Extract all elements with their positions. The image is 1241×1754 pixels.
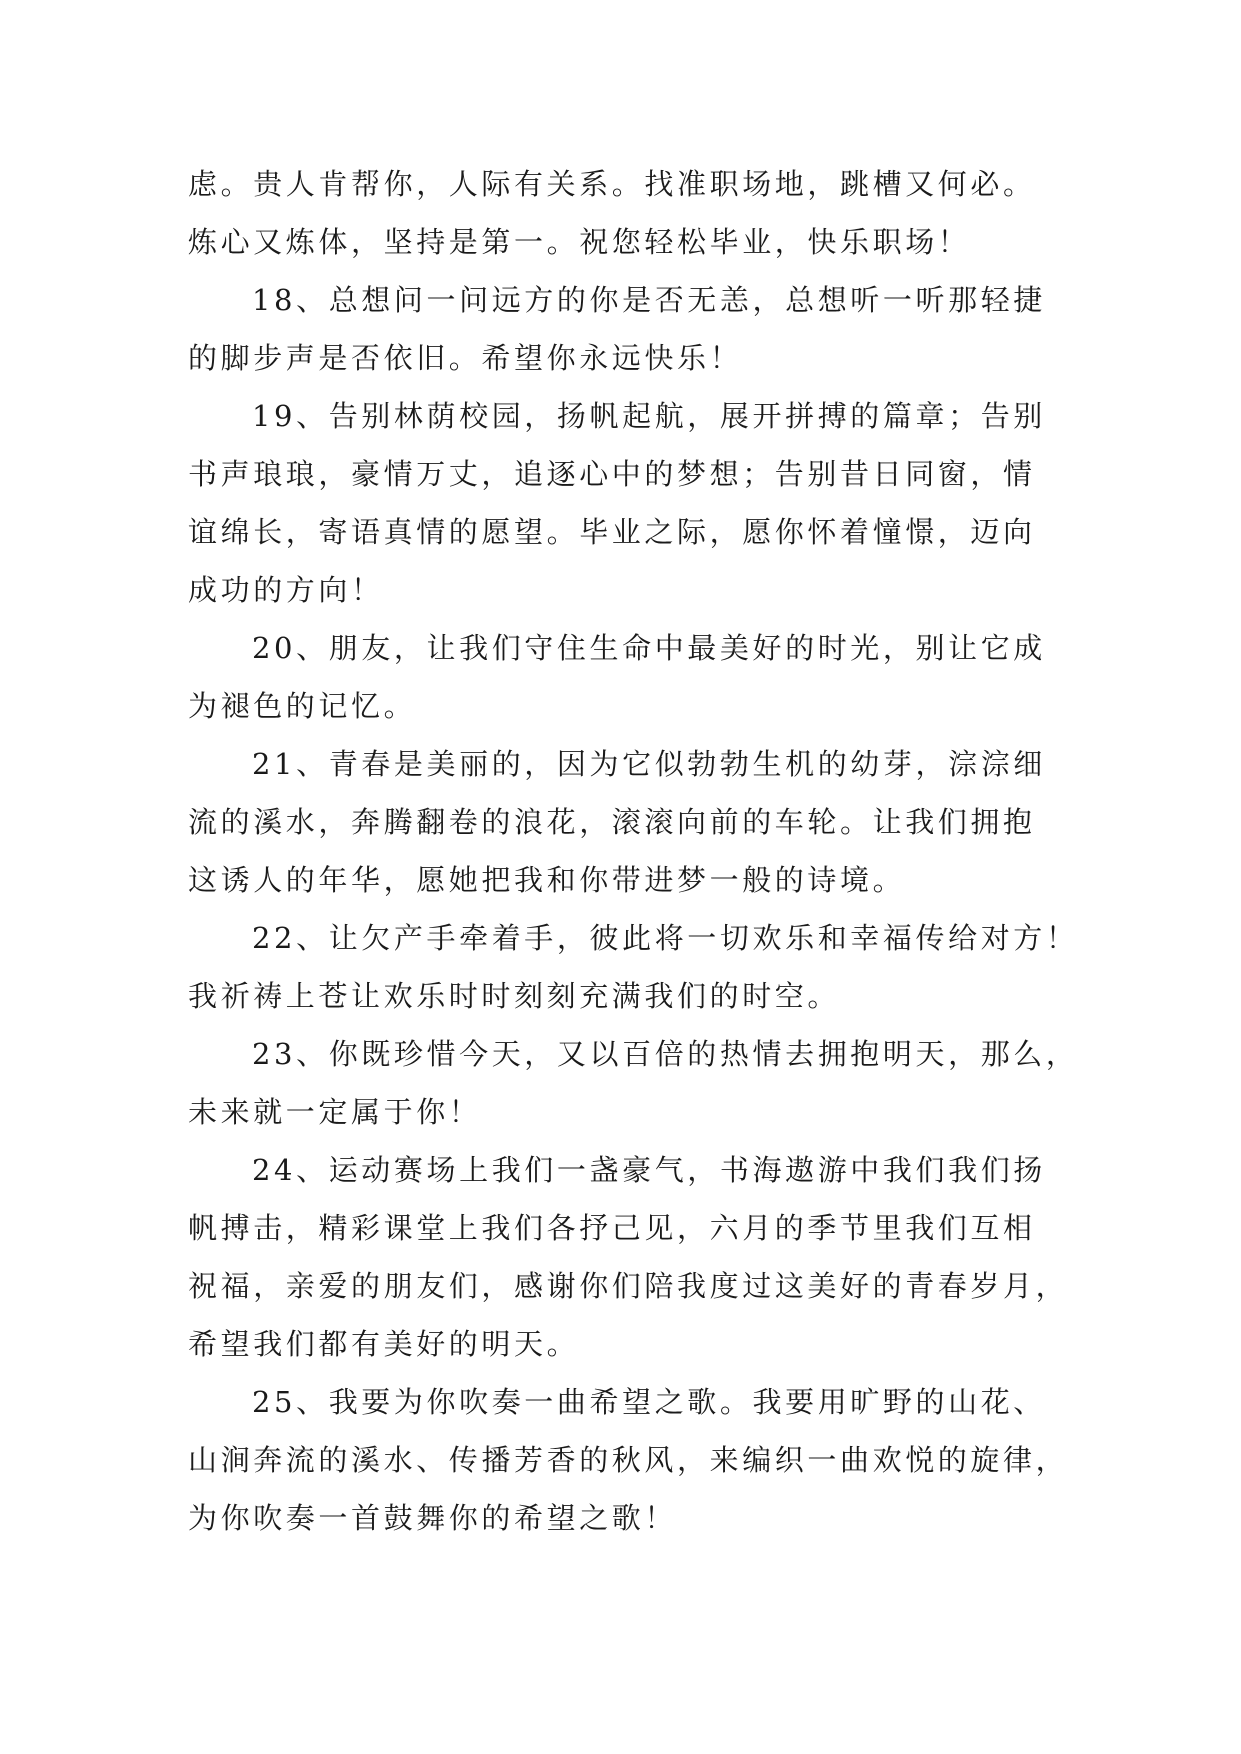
paragraph-item-23 xyxy=(188,1025,1079,1141)
text-line: 谊绵长，寄语真情的愿望。毕业之际，愿你怀着憧憬，迈向 xyxy=(188,515,1036,549)
paragraph-item-22 xyxy=(188,909,1079,1025)
paragraph-item-20 xyxy=(188,619,1068,735)
text-line: 19、告别林荫校园，扬帆起航，展开拼搏的篇章；告别 xyxy=(252,399,1046,433)
text-line: 山涧奔流的溪水、传播芳香的秋风，来编织一曲欢悦的旋律， xyxy=(188,1443,1069,1477)
text-line: 未来就一定属于你！ xyxy=(188,1095,482,1129)
text-line: 25、我要为你吹奏一曲希望之歌。我要用旷野的山花、 xyxy=(252,1385,1046,1419)
text-line: 的脚步声是否依旧。希望你永远快乐！ xyxy=(188,341,743,375)
paragraph-item-18 xyxy=(188,271,1068,387)
text-line: 为你吹奏一首鼓舞你的希望之歌！ xyxy=(188,1501,678,1535)
text-line: 希望我们都有美好的明天。 xyxy=(188,1327,580,1361)
text-line: 虑。贵人肯帮你，人际有关系。找准职场地，跳槽又何必。 xyxy=(188,167,1036,201)
paragraph-item-21 xyxy=(188,735,1068,909)
document-page xyxy=(188,155,1079,1547)
text-line: 23、你既珍惜今天，又以百倍的热情去拥抱明天，那么， xyxy=(252,1037,1079,1071)
text-line: 22、让欠产手牵着手，彼此将一切欢乐和幸福传给对方！ xyxy=(252,921,1079,955)
text-line: 祝福，亲爱的朋友们，感谢你们陪我度过这美好的青春岁月， xyxy=(188,1269,1069,1303)
paragraph-continuation xyxy=(188,155,1068,271)
text-line: 24、运动赛场上我们一盏豪气，书海遨游中我们我们扬 xyxy=(252,1153,1046,1187)
text-line: 这诱人的年华，愿她把我和你带进梦一般的诗境。 xyxy=(188,863,906,897)
text-line: 书声琅琅，豪情万丈，追逐心中的梦想；告别昔日同窗，情 xyxy=(188,457,1036,491)
text-line: 我祈祷上苍让欢乐时时刻刻充满我们的时空。 xyxy=(188,979,841,1013)
text-line: 炼心又炼体，坚持是第一。祝您轻松毕业，快乐职场！ xyxy=(188,225,971,259)
text-line: 21、青春是美丽的，因为它似勃勃生机的幼芽，淙淙细 xyxy=(252,747,1046,781)
text-line: 流的溪水，奔腾翻卷的浪花，滚滚向前的车轮。让我们拥抱 xyxy=(188,805,1036,839)
text-line: 20、朋友，让我们守住生命中最美好的时光，别让它成 xyxy=(252,631,1046,665)
paragraph-item-25 xyxy=(188,1373,1068,1547)
paragraph-item-24 xyxy=(188,1141,1068,1373)
paragraph-item-19 xyxy=(188,387,1068,619)
text-line: 18、总想问一问远方的你是否无恙，总想听一听那轻捷 xyxy=(252,283,1046,317)
text-line: 成功的方向！ xyxy=(188,573,384,607)
text-line: 为褪色的记忆。 xyxy=(188,689,417,723)
text-line: 帆搏击，精彩课堂上我们各抒己见，六月的季节里我们互相 xyxy=(188,1211,1036,1245)
